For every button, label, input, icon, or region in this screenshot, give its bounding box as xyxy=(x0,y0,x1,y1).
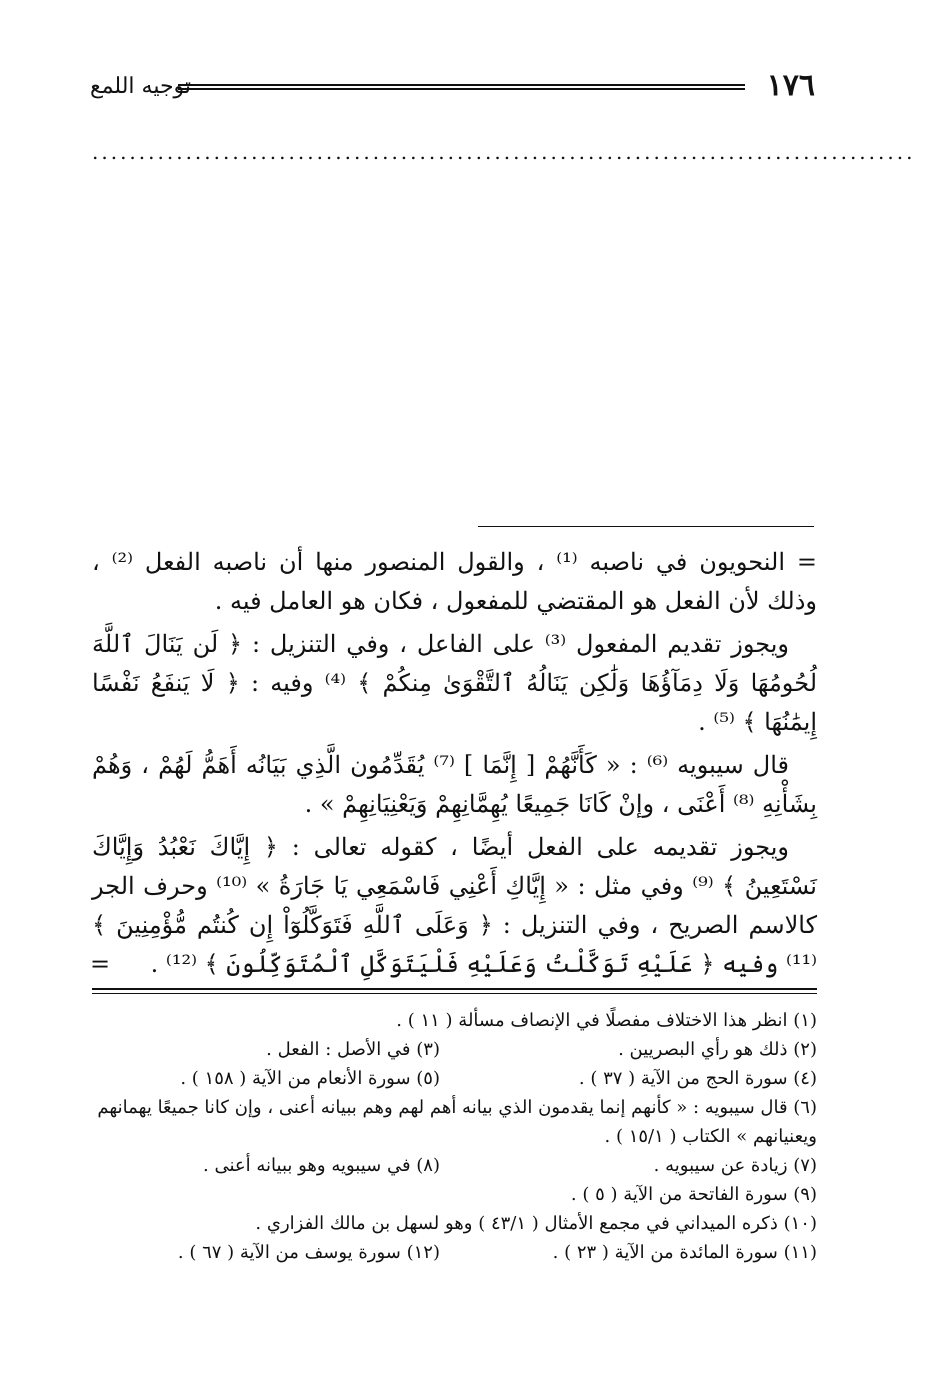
continuation-rule xyxy=(478,526,814,527)
footnote-10: (١٠) ذكره الميداني في مجمع الأمثال ( ٤٣/١ ) وهو لسهل بن مالك الفزاري . xyxy=(255,1213,817,1234)
footnote-1: (١) انظر هذا الاختلاف مفصلًا في الإنصاف مسألة ( ١١ ) . xyxy=(396,1010,817,1031)
footnote-4: (٤) سورة الحج من الآية ( ٣٧ ) . xyxy=(578,1068,817,1089)
footnotes xyxy=(92,1006,817,1267)
continuation-mark: = xyxy=(90,950,111,978)
paragraph-continuation: = النحويون في ناصبه ⁽¹⁾ ، والقول المنصور منها أن ناصبه الفعل ⁽²⁾ ، وذلك لأن الفعل هو المقتضي للمفعول ، فكان هو العامل فيه . xyxy=(92,548,817,615)
page-number: ١٧٦ xyxy=(766,68,815,103)
footnote-6: (٦) قال سيبويه : « كأنهم إنما يقدمون الذي بيانه أهم لهم وهم ببيانه أعنى ، وإن كانا جميعًا يهمانهم ويعنيانهم » الكتاب ( ١٥/١ ) . xyxy=(97,1097,817,1147)
footnote-8: (٨) في سيبويه وهو ببيانه أعنى . xyxy=(203,1155,440,1176)
footnote-7: (٧) زيادة عن سيبويه . xyxy=(653,1155,817,1176)
dotted-separator: ........................................................................................ xyxy=(92,140,916,164)
running-header xyxy=(90,68,815,108)
footnote-3: (٣) في الأصل : الفعل . xyxy=(266,1039,440,1060)
paragraph-precede-verb: ويجوز تقديمه على الفعل أيضًا ، كقوله تعالى : ﴿ إِيَّاكَ نَعْبُدُ وَإِيَّاكَ نَسْتَعِينُ ﴾ ⁽⁹⁾ وفي مثل : « إِيَّاكِ أَعْنِي فَاسْمَعِي يَا جَارَةُ » ⁽¹⁰⁾ وحرف الجر كالاسم الصريح ، وفي التنزيل : ﴿ وَعَلَى ٱللَّهِ فَتَوَكَّلُوٓاْ إِن كُنتُم مُّؤْمِنِينَ ﴾ ⁽¹¹⁾ وفيه ﴿ عَلَيْهِ تَوَكَّلْتُ وَعَلَيْهِ فَلْيَتَوَكَّلِ ٱلْمُتَوَكِّلُونَ ﴾ ⁽¹²⁾ . xyxy=(92,833,817,978)
footnote-2: (٢) ذلك هو رأي البصريين . xyxy=(618,1039,817,1060)
footnote-rule xyxy=(92,988,817,994)
paragraph-sibawayh-quote: قال سيبويه ⁽⁶⁾ : « كَأَنَّهُمْ [ إِنَّمَا ] ⁽⁷⁾ يُقَدِّمُون الَّذِي بَيَانُه أَهَمُّ لَهُمْ ، وَهُمْ بِشَأْنِهِ ⁽⁸⁾ أَعْنَى ، وإنْ كَانَا جَمِيعًا يُهِمَّانِهِمْ وَيَعْنِيَانِهِمْ » . xyxy=(92,751,817,818)
book-title: توجيه اللمع xyxy=(90,74,192,99)
footnote-5: (٥) سورة الأنعام من الآية ( ١٥٨ ) . xyxy=(180,1068,440,1089)
footnote-12: (١٢) سورة يوسف من الآية ( ٦٧ ) . xyxy=(177,1242,440,1263)
footnote-11: (١١) سورة المائدة من الآية ( ٢٣ ) . xyxy=(552,1242,817,1263)
paragraph-object-precedence: ويجوز تقديم المفعول ⁽³⁾ على الفاعل ، وفي التنزيل : ﴿ لَن يَنَالَ ٱللَّهَ لُحُومُهَا وَلَا دِمَآؤُهَا وَلَٰكِن يَنَالُهُ ٱلتَّقْوَىٰ مِنكُمْ ﴾ ⁽⁴⁾ وفيه : ﴿ لَا يَنفَعُ نَفْسًا إِيمَٰنُهَا ﴾ ⁽⁵⁾ . xyxy=(92,630,817,736)
main-text xyxy=(92,543,817,988)
footnote-9: (٩) سورة الفاتحة من الآية ( ٥ ) . xyxy=(570,1184,817,1205)
header-rule xyxy=(178,84,745,90)
